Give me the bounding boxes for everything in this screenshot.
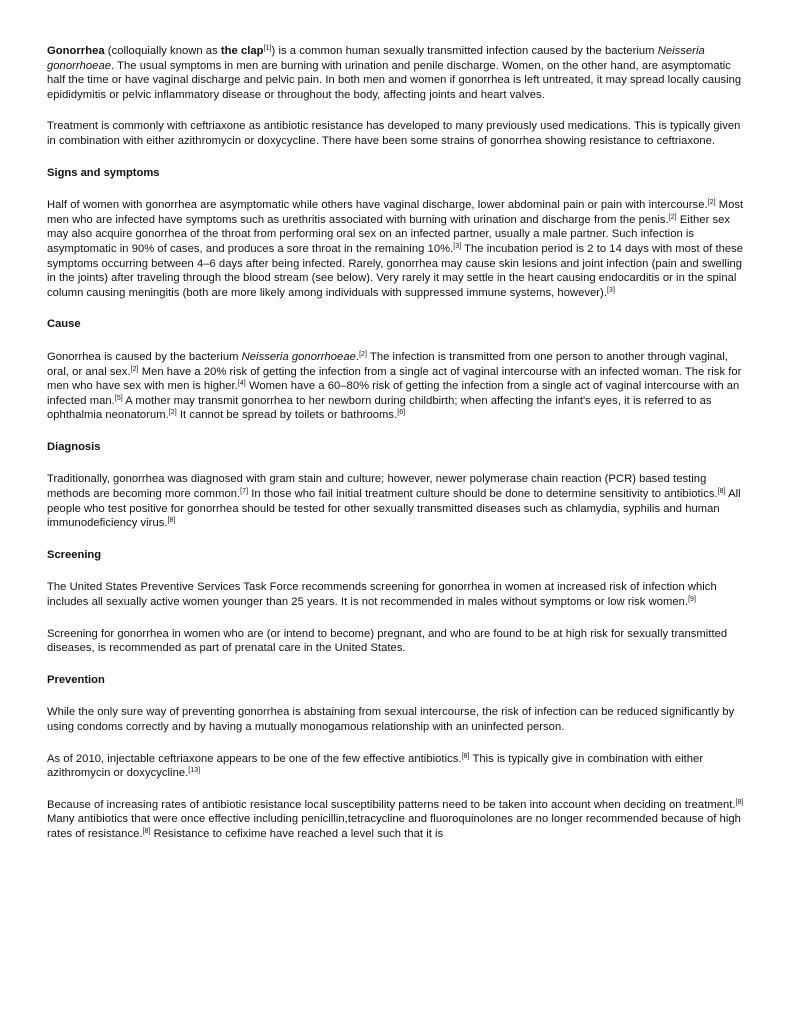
citation-ref[interactable]: [8]: [735, 798, 744, 806]
heading-screening: Screening: [47, 548, 102, 561]
heading-diagnosis: Diagnosis: [47, 440, 101, 453]
term-alias: the clap: [220, 45, 264, 57]
citation-ref[interactable]: [8]: [167, 517, 176, 525]
organism-name: Neisseria gonorrhoeae: [47, 45, 705, 72]
heading-cause: Cause: [47, 318, 81, 331]
citation-ref[interactable]: [2]: [707, 199, 716, 207]
document-body: [47, 44, 747, 859]
citation-ref[interactable]: [5]: [114, 394, 123, 402]
citation-ref[interactable]: [2]: [359, 350, 367, 358]
citation-ref[interactable]: [7]: [240, 488, 249, 496]
citation-ref[interactable]: [2]: [668, 213, 677, 221]
citation-ref[interactable]: [9]: [688, 596, 696, 604]
citation-ref[interactable]: [2]: [130, 365, 139, 373]
citation-ref[interactable]: [13]: [188, 767, 201, 775]
screening-paragraph-1: The United States Preventive Services Task Force recommends screening for gonorrhea in women at increased risk of infection which includes all sexually active women younger than 25 years. It is not recommended in males without symptoms or low risk women.[9]: [47, 581, 717, 609]
screening-paragraph-2: Screening for gonorrhea in women who are (or intend to become) pregnant, and who are found to be at high risk for sexually transmitted diseases, is recommended as part of prenatal care in the United States.: [47, 627, 728, 655]
prevention-paragraph-2: As of 2010, injectable ceftriaxone appears to be one of the few effective antibiotics.[8] This is typically give in combination with either azithromycin or doxycycline.[13]: [47, 752, 704, 780]
treatment-paragraph: Treatment is commonly with ceftriaxone as antibiotic resistance has developed to many previously used medications. This is typically given in combination with either azithromycin or doxycycline. There have been some strains of gonorrhea showing resistance to ceftriaxone.: [47, 120, 741, 147]
signs-paragraph: Half of women with gonorrhea are asymptomatic while others have vaginal discharge, lower abdominal pain or pain with intercourse.[2] Most men who are infected have symptoms such as urethritis associated with burning with urination and discharge from the penis.[2] Either sex may also acquire gonorrhea of the throat from performing oral sex on an infected partner, usually a male partner. Such infection is asymptomatic in 90% of cases, and produces a sore throat in the remaining 10%.[3] The incubation period is 2 to 14 days with most of these symptoms occurring between 4–6 days after being infected. Rarely, gonorrhea may cause skin lesions and joint infection (pain and swelling in the joints) after traveling through the blood stream (see below). Very rarely it may settle in the heart causing endocarditis or in the spinal column causing meningitis (both are more likely among individuals with suppressed immune systems, however).[3]: [47, 199, 744, 299]
citation-ref[interactable]: [4]: [237, 380, 246, 388]
citation-ref[interactable]: [3]: [453, 242, 462, 250]
diagnosis-paragraph: Traditionally, gonorrhea was diagnosed with gram stain and culture; however, newer polymerase chain reaction (PCR) based testing methods are becoming more common.[7] In those who fail initial treatment culture should be done to determine sensitivity to antibiotics.[8] All people who test positive for gonorrhea should be tested for other sexually transmitted diseases such as chlamydia, syphilis and human immunodeficiency virus.[8]: [47, 473, 741, 530]
term-gonorrhea: Gonorrhea: [47, 45, 105, 57]
citation-ref[interactable]: [3]: [607, 286, 615, 294]
heading-signs-and-symptoms: Signs and symptoms: [47, 166, 160, 179]
citation-ref[interactable]: [8]: [142, 827, 151, 835]
prevention-paragraph-3: Because of increasing rates of antibiotic resistance local susceptibility patterns need to be taken into account when deciding on treatment.[8] Many antibiotics that were once effective including penicillin,tetracycline and fluoroquinolones are no longer recommended because of high rates of resistance.[8] Resistance to cefixime have reached a level such that it is: [47, 798, 744, 840]
citation-ref[interactable]: [8]: [717, 488, 726, 496]
heading-prevention: Prevention: [47, 673, 105, 686]
prevention-paragraph-1: While the only sure way of preventing gonorrhea is abstaining from sexual intercourse, the risk of infection can be reduced significantly by using condoms correctly and by having a mutually monogamous relationship with an uninfected person.: [47, 706, 735, 733]
citation-ref[interactable]: [6]: [397, 409, 406, 417]
cause-paragraph: Gonorrhea is caused by the bacterium Neisseria gonorrhoeae.[2] The infection is transmitted from one person to another through vaginal, oral, or anal sex.[2] Men have a 20% risk of getting the infection from a single act of vaginal intercourse with an infected woman. The risk for men who have sex with men is higher.[4] Women have a 60–80% risk of getting the infection from a single act of vaginal intercourse with an infected man.[5] A mother may transmit gonorrhea to her newborn during childbirth; when affecting the infant's eyes, it is referred to as ophthalmia neonatorum.[2] It cannot be spread by toilets or bathrooms.[6]: [47, 350, 742, 422]
citation-ref[interactable]: [1]: [263, 45, 272, 52]
citation-ref[interactable]: [2]: [168, 409, 177, 417]
citation-ref[interactable]: [8]: [461, 752, 470, 760]
organism-name: Neisseria gonorrhoeae: [241, 350, 356, 363]
intro-paragraph: Gonorrhea (colloquially known as the clap[1]) is a common human sexually transmitted infection caused by the bacterium Neisseria gonorrhoeae. The usual symptoms in men are burning with urination and penile discharge. Women, on the other hand, are asymptomatic half the time or have vaginal discharge and pelvic pain. In both men and women if gonorrhea is left untreated, it may spread locally causing epididymitis or pelvic inflammatory disease or throughout the body, affecting joints and heart valves.: [47, 45, 742, 101]
